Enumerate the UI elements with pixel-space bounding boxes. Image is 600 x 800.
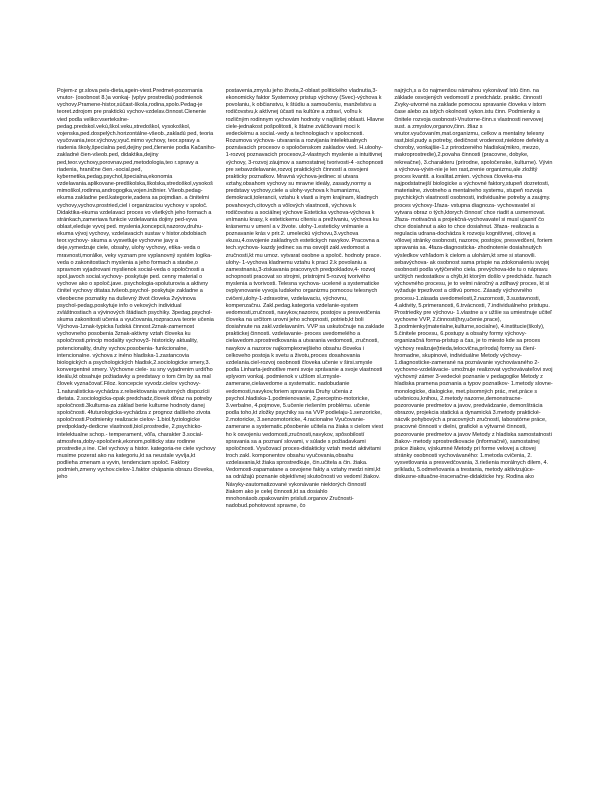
text-column-1: [57, 88, 216, 766]
column-2-text: postavenia,zmyslu jeho života,2-oblast politického vladnutia,3-ekonomicky faktor Systemovy pristup výchovy (Svec)-výchova k povolaniu, k občianstvu, k štúdiu a samoučeniu, manželstvu a rodičovstvu,k aktívnej účasti na kultúre a zdraví, voľnu k rozličným rodinnym vychovám hodnoty v najširšej oblasti. Hlavne ciele-jednakost pošpolitosti, k štatne zväčšovani moci k vedeckému a social.-vedy a technologiach v spolocnosti. Rozumova výchova- utvarania a rozvijania intelektualnych poznávacich procesov o spoločenskom zakladov vied. H.uloohy-1-rozvoj poznavacich procesov,2-vlastnych myslenie a intuitivnej výchovy, 3-rozvoj záujmov a samostatnej tvorivosti-4 -schopnosti pre sebavzdelavanie,rozvoj praktických činností a osvojeni prakticky poznatkov. Mravná výchova-jedinec si utvara vztahy,obsahom vychovy su mravne ideály, zasady,normy a predstavy vychovy,ciele a ulohy-vychova k humanizmu, demokracii,tolerancii, vztahu k vlasti a inym krajinam, kladnych povahovych,citovych a vôlových vlastnosti, výchova k rodičovstvu a sociálnej výchove Esteticka vychova-výchova k vnímaniu krasy, k estetickemu cíteniu a prežívaniu, výchova ku krásnemu v umení a v živote. ulohy-1.esteticky vnímanie a poznavanie krás v prir.2. umeleckú výchovu,3.vychova vkusu,4.osvojenie zakladnych estetickych navykov. Pracovna a tech.vychova- kazdy jedinec sa ma osvojit zakl.vedomost a zručnosti,kt mu umoz. vytvarat osobne a spoloč. hodnoty prace. ulohy- 1-vychova kladnemu vztahu k praci 2.k povolaniu a zamestnaniu,3-ziskavania pracovnych predpokladov,4- rozvoj schopnosti pracovat so strojmi, pristrojmi 5-rozvoj tvorivého myslenia a tvorivosti. Telesna vychova- ucelené a systematicke ovplyvnovanie vyvoja ludskeho organizmu pomocou telesnych cvičeni,ulohy-1-zdravotne, vzdelavaciu, výchovnu, kompenzačnu. Zakl.pedag.kategoria vzdelanie-system vedomosti,zručnosti, navykov,nazorov, postojov a presvedčenia človeka na určitom urovni jeho schopnosti, potrieb,kt boli dosiahnute na zakl.vzdelavaním. VVP sa uskutočnuje na zaklade praktickej činnosti. vzdelavanie- proces uvedomelého a cielavedom.sprostredkovania a utvarania vedomosti, zručnosti, navykov a nazorov najkomplexnejšieho obsahu človeka i celkoveho postoja k svetu a životu,proces dosahovania vzdelania.ciel-rozvoj osobnosti človeka učenie v širsi.smysle podla Linharta-jednotlive meni svoje správanie a svoje vlastnosti vplyvom vonkaj. podmienok v užšom sl.zmysle-zamerane,cielavedome a systematic. nadobudanie vedomosti,navykov,foriem spravania Druhy učenia z psychol.hladiska-1.podmienovanie, 2.perceptno-motoricke, 3.verbalne, 4.pojmove, 5.učenie riešením problému. učenie podla toho,kt zložky psychiky sa na VVP podielaju-1.senzoricke, 2.motoricke, 3.senzomotoricke, 4.racionalne Vyučovanie- zamerane a systematic.pôsobenie učitela na žiaka s cielom viest ho k osvojeniu vedomosti,zručnosti,navykov, spôsobilostí spravania sa a poznaní slovami, v súlade s požiadavkami spoločnosti. Vyučovací proces-didakticky vztah medzi aktivitami troch zakl. komponentov obsahu vyučovania,obsahu vzdelavania,kt žiaka sprostredkuje, čin.učitela a čin. žiaka. Vedomosti-zapamatane a osvojene fakty a vztahy medzi nimi,kt sa odrážajú poznanie objektívnej skutočnosti vo vedomí žiakov. Návyky-zautomatizované vykonávanie niektorých činností žiakom ako je celej činnosti,kt sa dosiahlo mnohonásob.opakovaním prisluš.organov Zručnosti- nadobud.pohotovost spravne, čo: [225, 88, 385, 510]
text-column-2: [226, 88, 385, 766]
column-1-text: Pojem-z gr.slova peis-dieta,agein-viest.Predmet-pozornania vnutor- (osobnost 8.)a vonkaj- (vplyv prostredia) podmienok vychovy.Pramene-histor,súčast-škola,rodina,spolo.Pedag-je teoret.zdrojom pre praktickú vychov-vzdelav.činnost.Clenenie vied podla veliko:vsertekslne-pedag.predskol.vekú,škol.veku,stredoškol, vysokoškol, vojenska,ped.dospelých.horizontálne-všeob.,zakladú ped, teoria vyučovania,teor.výchovy,vyuč.mimo vychovy, teor.spravy a riadenia školy,špecialna ped,dejiny ped,členenie podla Kačaniho-zakladné čien-všeob.ped, didaktika,dejiny ped,teor.vychovy,porovnav.ped,metodologia,teo r.spravy a riadenia, hranične čien.-social.ped, kybernetika,pedag.psychol,špecialna,ekonomia vzdelavania.aplikovane-predškolska,školska,stredoškol,vysokoš mimoškol,rodinna,androgogika,vojen.inžinier. Všeob.pedag-ekuma zakladne ped.kategorie,zadera sa pojmdian. a činitelmi vychovy,vychov.prostried,ciel i organizaciou vychovy v spoloč. Didaktika-ekuma vzdelavaci proces vo všetkých jeho formach a stránkach,zameriava funkcie vzdelavania dojiny ped-vyva oblast,eleduje vyvoj ped. myslenia,koncepcii,nazorov,druhu-ekuma vývoj vychovy, vzdelavacich sustav v histor.obdobiach teor.vychovy- skuma a vysvetluje vychovne javy a deje,vymedzuje ciele, obsahy, ulohy vychovy, etika- veda o mravnosti,morálke, veky vyznam pre vyplanovný systém logika- veda o zakonitostiach myslenia a jeho formach a stavbe,o spravnom vyjadrovani myslienok social-veda o spoločnosti a spol.javoch social.vychovy- poskytuje ped. cenny material o vychove ako o spoloč.jave. psychologia-spoluturovia a aktivny činitel vychovy ditatas.tvšeob.psychol- poskytuje zakladne a všeobecne poznatky na duševný život človeka 2vývinova psychol-pedag.poskytuje info o vekových individual zvláštnostiach a vývinových štádiach psychiky. 3pedag.psychol-skuma zakonitosti učenia a vyučovania,rozpracuva teorie učenia Výchova-1znak-typicka ľudská činnost.2znak-zamernost vychovneho posobenia 3znak-aktivny vztah človeka ku spoločnosti.princip modality vychovy3- historicky aktuality, potencionality, druhy vychov.posobenia- funkcionalne, intencionalne. výchova z inéno hladiska-1.zastancovia biologických a psychologických hladisk,2.sociologicke smery,3. konvergentné smery. Výchovne ciele- su sny vyjadrenim urdiťho ideálu,kt obsahuje požiadavky a predstavy o tom čim by sa mal človek vyznačovať.Filoz. koncepcie vyvodz.cielov vychovy-1.naturalisticka-vychádza z.relsektovania vnutorných dispozícii dietata. 2.sociologicka-opak predchadz,človek dôraz na potreby spoločnosti.3kulturna-za základ berie kulturne hodnoty danej spoločnosti. 4futurologicka-vychádza z prognoz dalšieho zivota spoločnosti.Podmienky realizacie cielov- 1.biol.fyziologicke predpoklady-dedicne vlastnosti,biol.prostredie, 2.psychicko-intelektualne schop.- temperament, vôľa, charakter 3.social-atmosfera,doby-spoločenk,ekonom,politicky stav rodinne prostredie,s ine. Ciel vychovy a histor. kategoria-ne ciele vychovy musime pozerat ako na kategoriu,kt sa neustale vyvíja,kt podlieha zmenam a vyvin, tendenciam spoloč. Faktory podmieh,zmeny vychov.cielov-1.faktor chápania obrazu človeka, jeho: [57, 88, 216, 481]
text-columns: [57, 88, 553, 766]
column-3-text: najrých,s a čo najmenšou námahou vykonávať istú činn. na základe osvojených vedomostí z predchádz. praktic. činností Zvyky-utvorné na zaklade pomocou spravanie človeka v istom čase alebo za istých okolností vykon.istu činn. Podmienky a činitele rozvoja osobnosti-Vnutorne-činn.s vlastnosti nervovej sust. a zmyslov,organov,činn. žliaz s vnutor.vyučovaním,mat.organizmu, celkov a mentalny telesny rast,biol.pudy a potreby, dedičnost vrodenost,niektore defekty a choroby, vonkajšie-1.z prirodzeného hladiska(mikro, mezzo, makroprostredie),2.povaha činnosti (pracovne, dobyke, rekreačne), 3.charakteru (prirodne, spoločenske, kulturne). Vývin a výchova-vývin-nie je len rast,zrenie organizmu,ale zložitý proces kvantit. a kvalitat.zmien. výchova človeka-ma najpodstatnejší biologicke a výchovné faktory,stupeň dozretosti, materialne, zivotneho a mentalneho systemu, stupeň rozvoja psychických vlastností osobnosti, individualne potreby a zaujmy. proces výchovy-1faza- vstupna diagnoza- vychovavatel si vytvara obraz o tých,ktorych činnosť chce riadit a usmernovat. 2faza- motivačná a projekčná-vychovavatel si musí ujasniť čo chce dosiahnut a ako to chce dosiahnut. 3faza- realizacia a regulacia udrana-dochádza k rozvoju kognitívnej, citovej a vôlovej stránky osobnosti, nazorov, postojov, presvedčení, foriem spravania sa. 4faza-diagnosticka- zhodnotenie dosiahnutých výsledkov vzhľadom k cielom a ulohám,kt sme si stanovili. sebavýchova- ak osobnost sama prispie na zdokonaleniu svojej osobnosti podla vytýčeného ciela. prevýchova-ide tu o nápravu určitých nedostatkov a chýb,kt ktorým došlo v predchádz. fazach výchovného procesu, je to velmi náročný a zdlhavý proces, kt si vyžaduje trpezlivost a citlivú pomoc. Zásady výchovného procesu-1.zásada uvedomelosti,2.nazornosti, 3.sustavnosti, 4.aktivity, 5.primeranosti, 6.trvácnosti, 7.individuálneho pristupu. Prostriedky pre výchovu- 1.vlastne a v užšie sa umiestnuje učiteľ vychovne VVP, 2.činnosti(hry,učenie,prace), 3.podmienky(materialne,kulturne,socialne), 4.institucie(školy), 5.činitele procesu, 6.postupy a obsahy formy výchovy- organizačná forma-prístup a čas, je to miesto kde sa proces výchovy realizuje(trieda,telocvična,príroda) formy sa člení- hromadne, skupinové, individuálne Metody výchovy- 1.diagnosticke-zamerané na poznávanie vychovávaného 2-vychovno-vzdelávacie- umožnuje realizovat vychovávateľovi svoj výchovný zámer 3-vedecké poznanie v pedagogike Metody z hladiska pramena poznania a typov poznatkov- 1.metody slovne- monologicke, dialogicke, met.písomných prác, met.práce s učebnicou,knihou, 2.metody nazorne,demonstracne- pozorovanie predmetov a javov, predvádzanie, demonštrácia obrazov, projekcia statická a dynamická 3.metody praktické- nácvik pohybových a pracovných zručností, laboratórne práce, pracovné činnosti v dielni, grafické a výtvarné činnosti, pozorovanie predmetov a javov Metody z hladiska samostatnosti žiakov- metody sprostredkovacie (informačné), samostatnej práce žiakov, výskumné Metody pri forme velovej a citovej stránky osobnosti vychovávaného: 1.metoda cvičenia, 2. vysvetlovania a presvedčovania, 3.riešenia morálnych dilem, 4. príkladu, 5.odmeňovania a trestania, metody aktivizujúce-diskusne-situačne-inscenačne-didakticke hry. Rodina ako: [394, 88, 553, 481]
text-column-3: [394, 88, 553, 766]
